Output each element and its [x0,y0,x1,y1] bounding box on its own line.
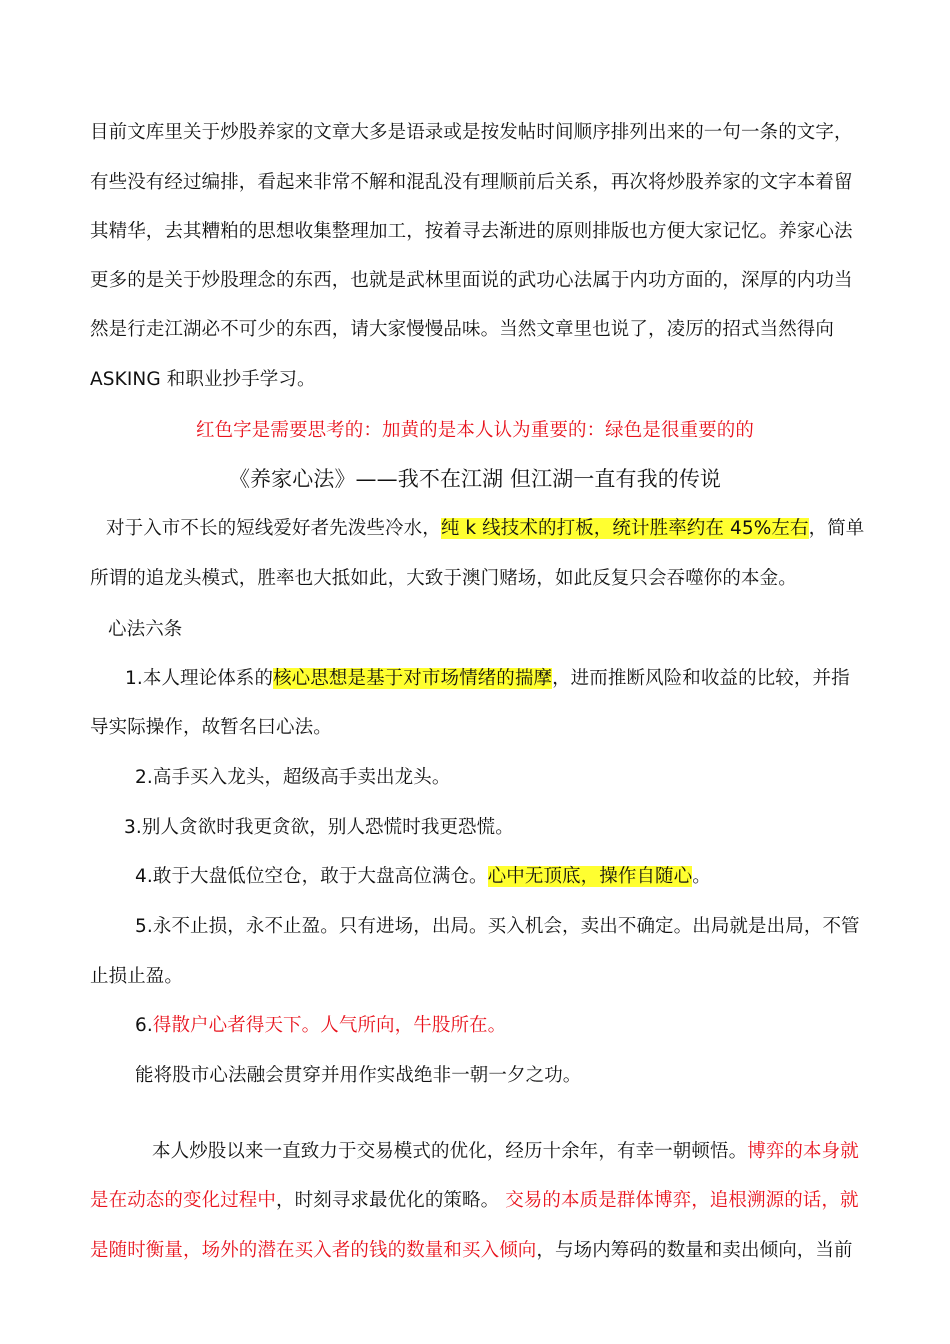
intro-line-1: 目前文库里关于炒股养家的文章大多是语录或是按发帖时间顺序排列出来的一句一条的文字， [90,122,853,143]
rule-2: 2.高手买入龙头，超级高手卖出龙头。 [135,767,451,788]
para2-line-2 [90,1188,890,1214]
para1-text: 对于入市不长的短线爱好者先泼些冷水， [106,518,441,539]
red-text: 是在动态的变化过程中 [90,1190,277,1211]
rule-6 [135,1013,935,1039]
para1-line-1 [106,516,906,542]
highlighted-text: 纯 k 线技术的打板，统计胜率约在 45%左右 [440,518,809,539]
red-text: 交易的本质是群体博弈，追根溯源的话，就 [505,1190,859,1211]
intro-line-3: 其精华，去其糟粕的思想收集整理加工，按着寻去渐进的原则排版也方便大家记忆。养家心法 [90,221,853,242]
para2-text: ，时刻寻求最优化的策略。 [276,1190,506,1211]
para2-line-3 [90,1238,890,1264]
section-label: 心法六条 [108,619,183,640]
rule-4 [135,864,935,890]
para1-line-2: 所谓的追龙头模式，胜率也大抵如此，大致于澳门赌场，如此反复只会吞噬你的本金。 [90,568,797,589]
highlighted-text: 核心思想是基于对市场情绪的揣摩 [273,668,553,689]
rule-1-line-2: 导实际操作，故暂名曰心法。 [90,717,332,738]
intro-line-6: ASKING 和职业抄手学习。 [90,369,316,390]
rule-4-text: 4.敢于大盘低位空仓，敢于大盘高位满仓。 [135,866,488,887]
summary-line: 能将股市心法融会贯穿并用作实战绝非一朝一夕之功。 [135,1065,582,1086]
color-legend-note: 红色字是需要思考的：加黄的是本人认为重要的：绿色是很重要的的 [195,420,754,441]
rule-3: 3.别人贪欲时我更贪欲，别人恐慌时我更恐慌。 [124,817,514,838]
para2-line-1 [152,1139,950,1165]
rule-5-line-1: 5.永不止损，永不止盈。只有进场，出局。买入机会，卖出不确定。出局就是出局，不管 [135,916,860,937]
rule-6-number: 6. [135,1015,153,1036]
para2-text: ，与场内筹码的数量和卖出倾向，当前 [536,1240,853,1261]
rule-1-text: 1.本人理论体系的 [125,668,274,689]
rule-5-line-2: 止损止盈。 [90,966,184,987]
rule-1-line-1 [125,666,925,692]
intro-line-4: 更多的是关于炒股理念的东西，也就是武林里面说的武功心法属于内功方面的，深厚的内功当 [90,270,853,291]
intro-line-5: 然是行走江湖必不可少的东西，请大家慢慢品味。当然文章里也说了，凌厉的招式当然得向 [90,319,835,340]
rule-1-text-tail: ，进而推断风险和收益的比较，并指 [552,668,850,689]
red-text: 博弈的本身就 [747,1141,859,1162]
highlighted-text: 心中无顶底，操作自随心 [487,866,693,887]
red-text: 得散户心者得天下。人气所向，牛股所在。 [152,1015,507,1036]
intro-line-2: 有些没有经过编排，看起来非常不解和混乱没有理顺前后关系，再次将炒股养家的文字本着留 [90,172,853,193]
document-title: 《养家心法》——我不在江湖 但江湖一直有我的传说 [228,467,722,491]
red-text: 是随时衡量，场外的潜在买入者的钱的数量和买入倾向 [90,1240,537,1261]
para1-text-tail: ，简单 [808,518,865,539]
rule-4-text-tail: 。 [692,866,711,887]
para2-text: 本人炒股以来一直致力于交易模式的优化，经历十余年，有幸一朝顿悟。 [152,1141,748,1162]
